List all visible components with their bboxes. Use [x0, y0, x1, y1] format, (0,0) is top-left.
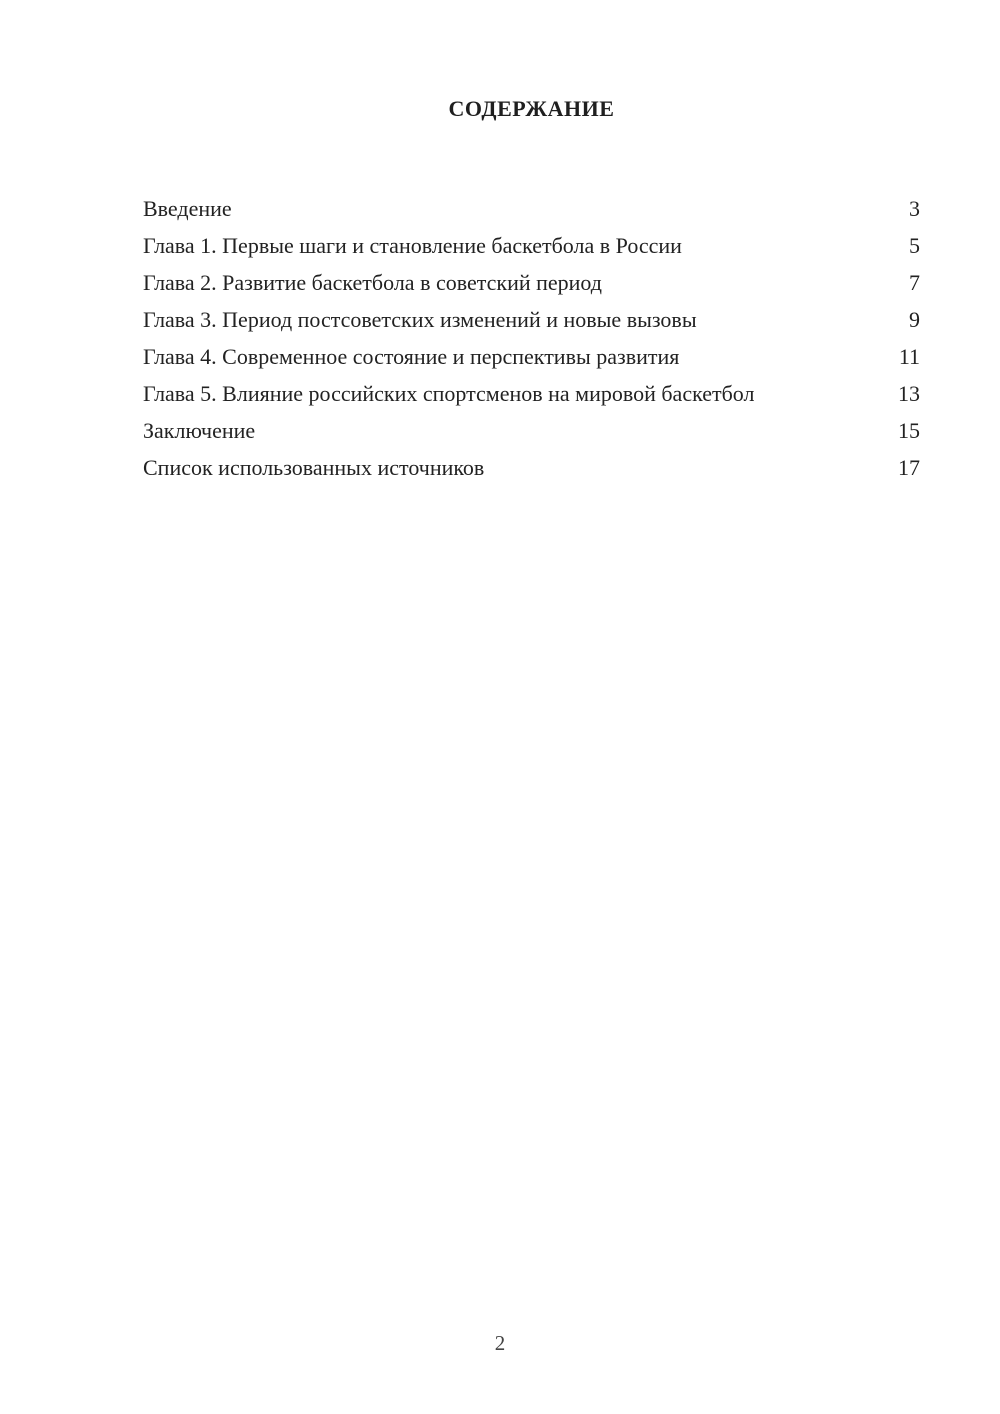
toc-entry [143, 338, 920, 375]
toc-entry-page-number: 15 [898, 418, 920, 443]
toc-entry-page-number: 11 [898, 344, 920, 369]
toc-entry [143, 227, 920, 264]
toc-entry [143, 375, 920, 412]
toc-entry-label: Глава 3. Период постсоветских изменений и новые вызовы [143, 307, 697, 332]
toc-entry-page-number: 13 [898, 381, 920, 406]
footer-page-number: 2 [494, 1331, 506, 1355]
toc-entry-page-number: 5 [909, 233, 920, 258]
toc-entry-label: Заключение [143, 418, 256, 443]
toc-entry-page-number: 3 [909, 196, 920, 221]
toc-entry-label: Глава 1. Первые шаги и становление баскетбола в России [143, 233, 682, 258]
toc-entry-label: Глава 2. Развитие баскетбола в советский период [143, 270, 602, 295]
table-of-contents [143, 190, 920, 486]
toc-entry-page-number: 7 [909, 270, 920, 295]
toc-entry [143, 190, 920, 227]
toc-entry-page-number: 9 [909, 307, 920, 332]
page-title: СОДЕРЖАНИЕ [448, 96, 615, 121]
toc-entry-label: Список использованных источников [143, 455, 485, 480]
page-content [0, 0, 1000, 486]
toc-entry-label: Введение [143, 196, 232, 221]
toc-entry [143, 301, 920, 338]
toc-entry [143, 412, 920, 449]
toc-entry-label: Глава 5. Влияние российских спортсменов на мировой баскетбол [143, 381, 755, 406]
toc-entry [143, 264, 920, 301]
toc-entry [143, 449, 920, 486]
toc-entry-page-number: 17 [898, 455, 920, 480]
toc-entry-label: Глава 4. Современное состояние и перспективы развития [143, 344, 680, 369]
